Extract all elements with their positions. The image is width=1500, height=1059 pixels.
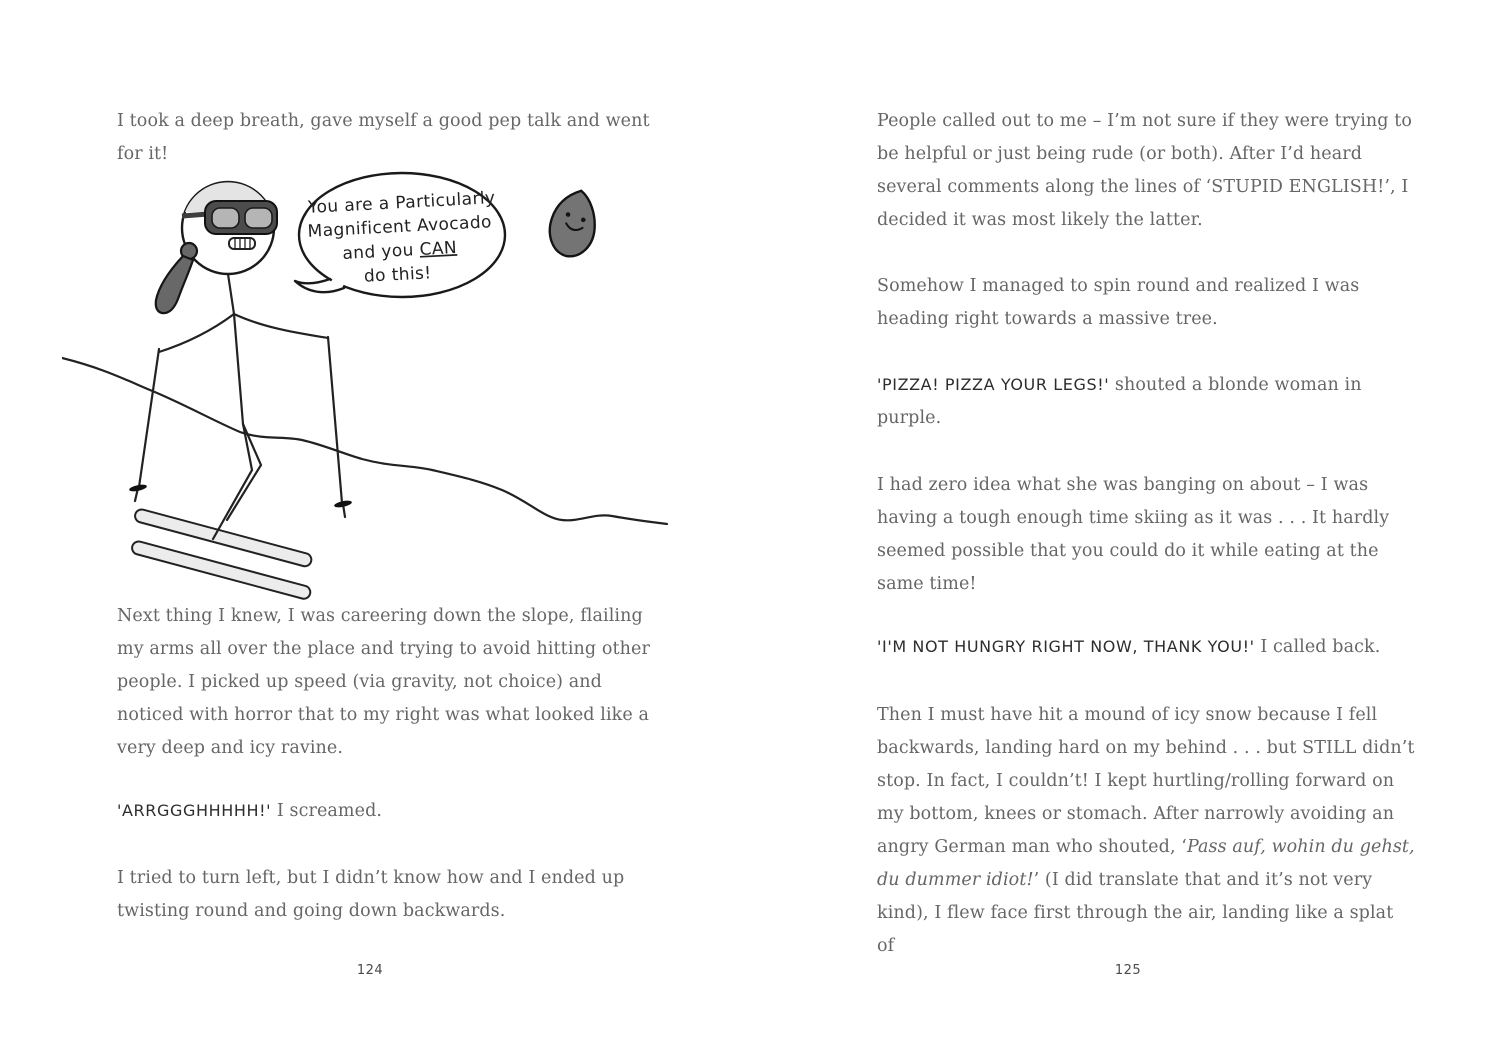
ski-pole-left — [135, 349, 159, 501]
page-number-right: 125 — [1114, 963, 1142, 978]
left-paragraph-4: I tried to turn left, but I didn’t know how and I ended up twisting round and going down backwards. — [117, 868, 625, 921]
bubble-can-underlined: CAN — [419, 238, 458, 260]
bubble-line-3: and you CAN — [341, 238, 458, 264]
fall-text-continued: ’ (I did translate that and it’s not very kind), I flew face first through the air, landing like a splat of — [877, 870, 1394, 956]
not-hungry-shout-text: 'I'M NOT HUNGRY RIGHT NOW, THANK YOU!' — [877, 637, 1255, 656]
goggle-lens-left — [212, 208, 239, 228]
german-quote-italic: Pass auf, wohin du gehst, du dummer idiot! — [877, 837, 1415, 890]
figure-arm-right — [234, 314, 328, 338]
right-paragraph-4: I had zero idea what she was banging on about – I was having a tough enough time skiing as it was . . . It hardly seemed possible that you could do it while eating at the same time! — [877, 475, 1390, 594]
speech-bubble — [295, 173, 505, 297]
figure-leg-left — [213, 424, 252, 539]
slope-line — [62, 358, 667, 524]
right-paragraph-1: People called out to me – I’m not sure if they were trying to be helpful or just being rude (or both). After I’d heard several comments along the lines of ‘STUPID ENGLISH!’, I decided it was most likely the latter. — [877, 111, 1413, 230]
figure-head — [156, 182, 277, 313]
skiing-illustration — [62, 168, 672, 604]
page-number-left: 124 — [356, 963, 384, 978]
right-paragraph-5 — [877, 630, 1415, 664]
scarf-tail — [156, 256, 193, 313]
left-paragraph-3 — [117, 794, 657, 828]
pizza-shout-attribution: shouted a blonde woman in purple. — [877, 375, 1362, 428]
avocado-character — [545, 186, 603, 261]
gritted-mouth — [229, 238, 255, 249]
not-hungry-attribution: I called back. — [1254, 637, 1381, 657]
ski-pole-right — [328, 337, 345, 517]
right-paragraph-3 — [877, 368, 1415, 435]
left-paragraph-1: I took a deep breath, gave myself a good pep talk and went for it! — [117, 111, 650, 164]
bubble-line-4: do this! — [363, 263, 433, 287]
bubble-line-2: Magnificent Avocado — [307, 212, 493, 242]
left-paragraph-2: Next thing I knew, I was careering down the slope, flailing my arms all over the place and trying to avoid hitting other people. I picked up speed (via gravity, not choice) and noticed with horror that to my right was what looked like a very deep and icy ravine. — [117, 606, 650, 758]
right-paragraph-2: Somehow I managed to spin round and realized I was heading right towards a massive tree. — [877, 276, 1360, 329]
right-paragraph-6 — [877, 699, 1415, 963]
scream-attribution: I screamed. — [271, 801, 383, 821]
bubble-line-1: You are a Particularly — [307, 188, 496, 218]
pizza-shout-text: 'PIZZA! PIZZA YOUR LEGS!' — [877, 375, 1110, 394]
figure-body — [228, 274, 243, 424]
figure-arm-left — [159, 314, 234, 352]
fall-text: Then I must have hit a mound of icy snow because I fell backwards, landing hard on my behind . . . but STILL didn’t stop. In fact, I couldn’t! I kept hurtling/rolling forward on my bottom, knees or stomach. After narrowly avoiding an angry German man who shouted, ‘ — [877, 705, 1415, 857]
goggle-lens-right — [245, 208, 272, 228]
scream-text: 'ARRGGGHHHHH!' — [117, 801, 272, 820]
